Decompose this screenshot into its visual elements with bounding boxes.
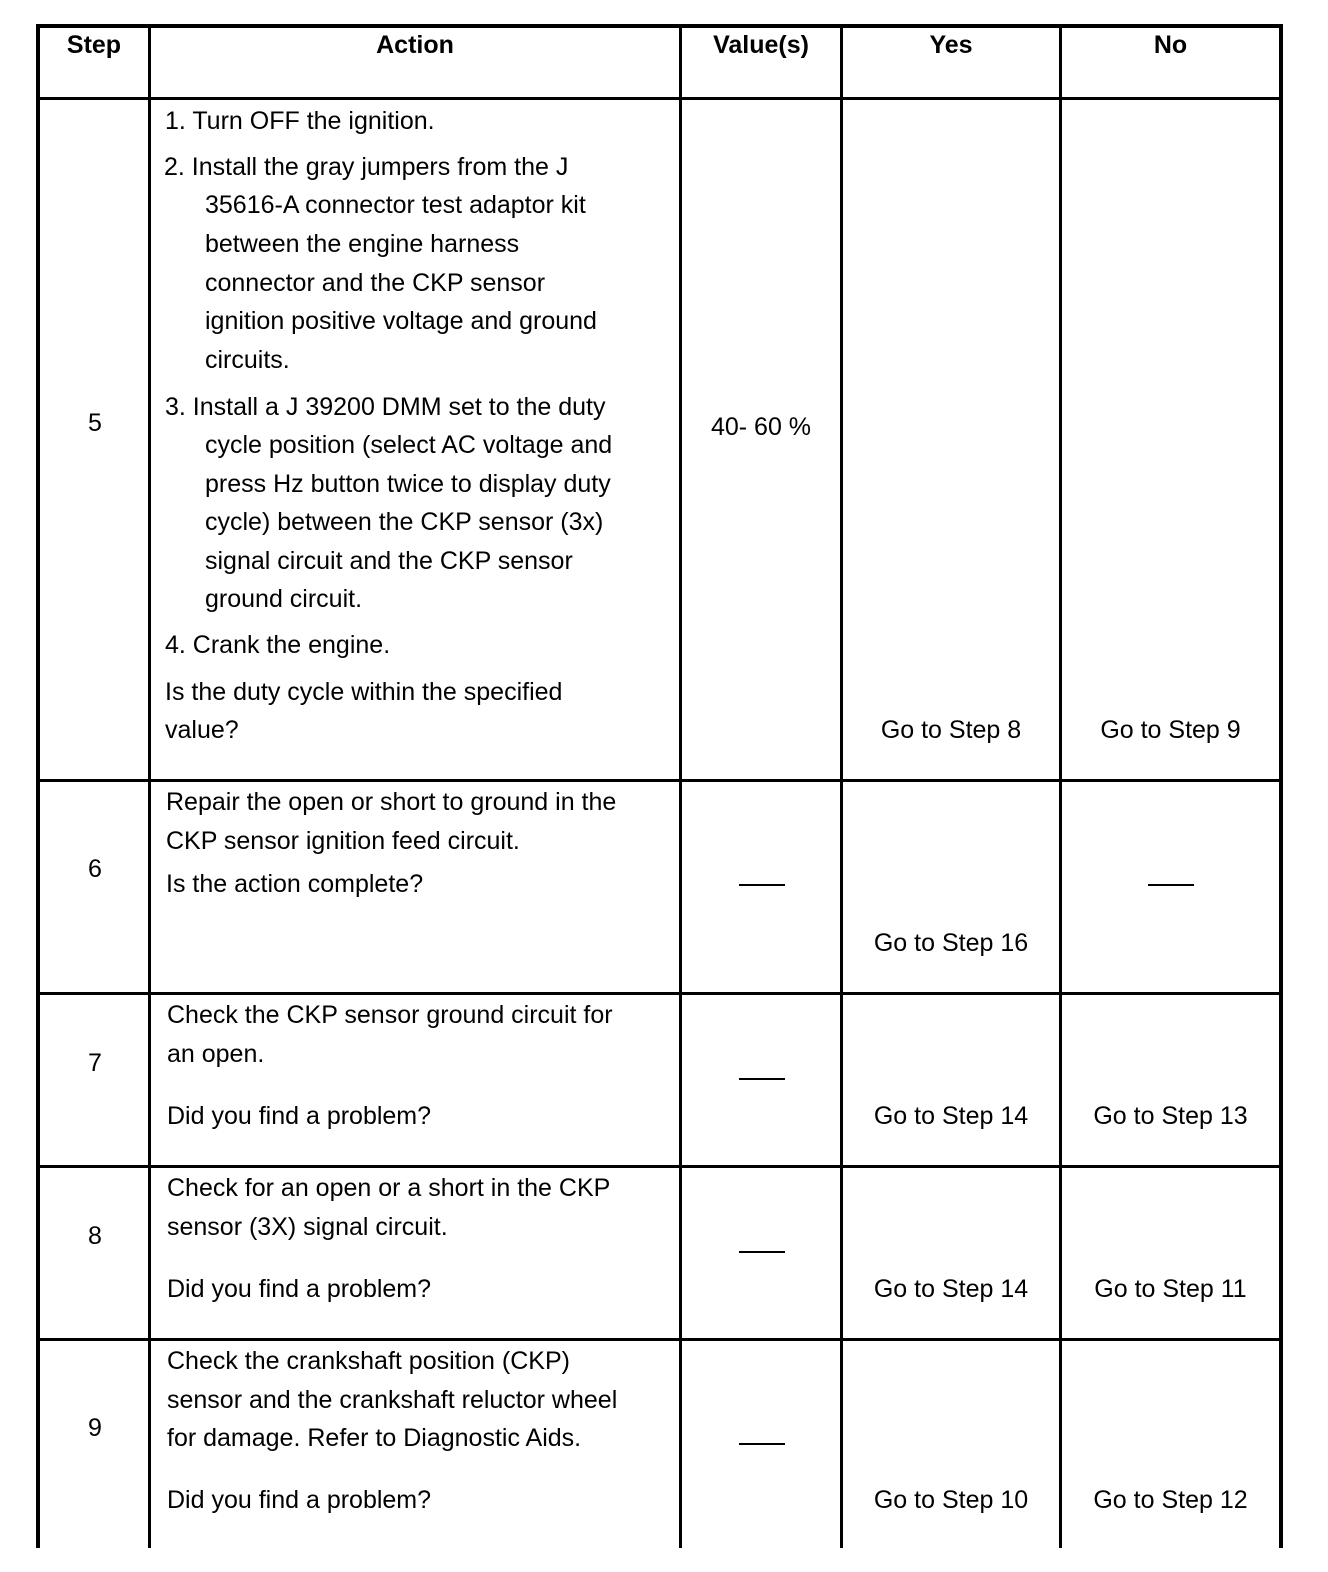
- header-bottom-border: [36, 97, 1282, 100]
- action-line: Check for an open or a short in the CKP: [167, 1174, 611, 1202]
- action-question: value?: [165, 716, 239, 744]
- action-line: 4. Crank the engine.: [165, 631, 391, 659]
- yes-cell: Go to Step 10: [873, 1486, 1029, 1514]
- yes-cell: Go to Step 8: [880, 716, 1022, 744]
- no-dash: [1148, 884, 1194, 886]
- header-yes: Yes: [929, 31, 973, 59]
- row-7-bottom-border: [38, 1165, 1282, 1168]
- value-dash: [739, 1078, 785, 1080]
- header-action: Action: [376, 31, 454, 59]
- row-8-bottom-border: [38, 1338, 1282, 1341]
- step-number: 6: [88, 855, 102, 883]
- action-question: Did you find a problem?: [167, 1102, 432, 1130]
- value-dash: [739, 884, 785, 886]
- action-question: Did you find a problem?: [167, 1486, 432, 1514]
- action-line: press Hz button twice to display duty: [205, 470, 611, 498]
- action-line: between the engine harness: [205, 230, 520, 258]
- table-top-border: [36, 24, 1282, 28]
- step-number: 9: [88, 1414, 102, 1442]
- header-step: Step: [66, 31, 122, 59]
- action-line: an open.: [167, 1040, 265, 1068]
- action-line: ignition positive voltage and ground: [205, 307, 597, 335]
- action-line: 35616-A connector test adaptor kit: [205, 191, 586, 219]
- action-question: Is the action complete?: [166, 870, 424, 898]
- action-question: Did you find a problem?: [167, 1275, 432, 1303]
- step-number: 7: [88, 1049, 102, 1077]
- row-5-bottom-border: [38, 779, 1282, 782]
- no-cell: Go to Step 11: [1094, 1275, 1247, 1303]
- action-question: Is the duty cycle within the specified: [165, 678, 563, 706]
- right-border: [1279, 24, 1283, 1548]
- action-line: sensor and the crankshaft reluctor wheel: [167, 1386, 618, 1414]
- action-line: 2. Install the gray jumpers from the J: [164, 153, 569, 181]
- header-values: Value(s): [713, 31, 809, 59]
- left-border: [36, 24, 40, 1548]
- col-divider-value-yes: [840, 26, 843, 1548]
- action-line: connector and the CKP sensor: [205, 269, 546, 297]
- no-cell: Go to Step 12: [1093, 1486, 1248, 1514]
- header-no: No: [1153, 31, 1188, 59]
- action-line: CKP sensor ignition feed circuit.: [166, 827, 520, 855]
- action-line: cycle position (select AC voltage and: [205, 431, 613, 459]
- col-divider-yes-no: [1059, 26, 1062, 1548]
- action-line: Check the CKP sensor ground circuit for: [167, 1001, 613, 1029]
- action-line: signal circuit and the CKP sensor: [205, 547, 573, 575]
- action-line: 1. Turn OFF the ignition.: [165, 107, 435, 135]
- action-line: Check the crankshaft position (CKP): [167, 1347, 570, 1375]
- col-divider-action-value: [679, 26, 682, 1548]
- value-dash: [739, 1443, 785, 1445]
- col-divider-step-action: [148, 26, 151, 1548]
- value-cell: 40- 60 %: [710, 413, 812, 441]
- row-6-bottom-border: [38, 992, 1282, 995]
- yes-cell: Go to Step 14: [873, 1102, 1029, 1130]
- action-line: for damage. Refer to Diagnostic Aids.: [167, 1424, 582, 1452]
- action-line: ground circuit.: [205, 585, 363, 613]
- action-line: cycle) between the CKP sensor (3x): [205, 508, 604, 536]
- yes-cell: Go to Step 14: [873, 1275, 1029, 1303]
- step-number: 8: [88, 1222, 102, 1250]
- value-dash: [739, 1251, 785, 1253]
- yes-cell: Go to Step 16: [873, 929, 1029, 957]
- action-line: sensor (3X) signal circuit.: [167, 1213, 448, 1241]
- action-line: Repair the open or short to ground in the: [166, 788, 617, 816]
- action-line: circuits.: [205, 346, 290, 374]
- no-cell: Go to Step 9: [1100, 716, 1241, 744]
- no-cell: Go to Step 13: [1093, 1102, 1248, 1130]
- action-line: 3. Install a J 39200 DMM set to the duty: [165, 393, 606, 421]
- step-number: 5: [88, 409, 102, 437]
